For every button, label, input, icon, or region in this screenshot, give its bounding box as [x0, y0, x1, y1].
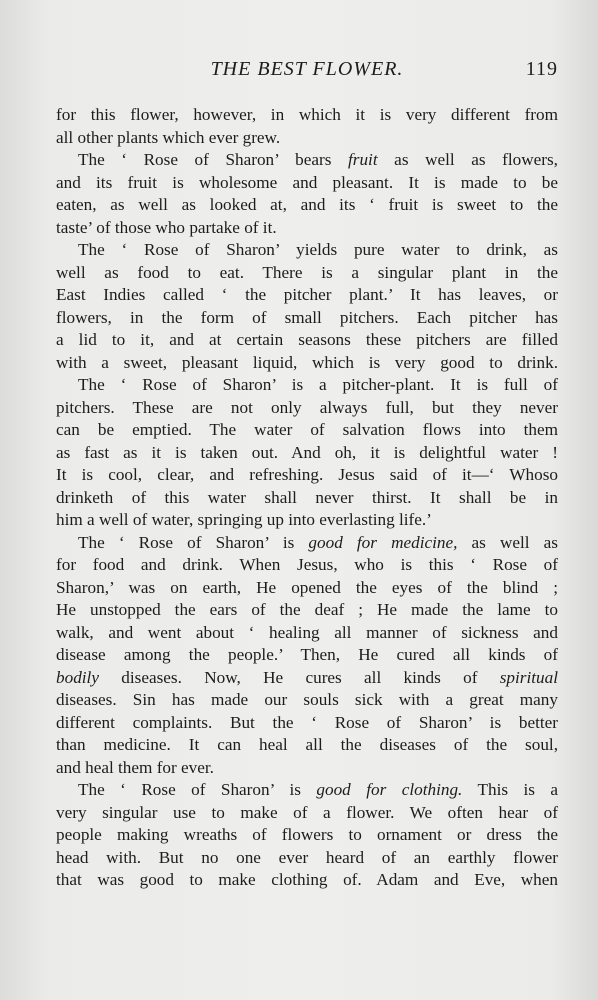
body-text [56, 104, 558, 892]
page-header [56, 58, 558, 86]
text-line: flowers, in the form of small pitchers. Each pitcher has [56, 307, 558, 327]
text-line: The ‘ Rose of Sharon’ is good for medicine, as well as [78, 532, 558, 552]
text-line: The ‘ Rose of Sharon’ bears fruit as well as flowers, [78, 150, 558, 169]
text-line: a lid to it, and at certain seasons these pitchers are filled [56, 330, 558, 349]
page-number: 119 [525, 58, 558, 80]
text-line: as fast as it is taken out. And oh, it is delightful water ! [56, 442, 558, 462]
italic-text: good for medicine, [308, 532, 458, 552]
text-line: The ‘ Rose of Sharon’ is a pitcher-plant. It is full of [78, 375, 558, 394]
text-line: with a sweet, pleasant liquid, which is very good to drink. [56, 352, 558, 372]
text-line: The ‘ Rose of Sharon’ is good for clothing. This is a [78, 780, 559, 799]
text-line: taste’ of those who partake of it. [56, 217, 277, 237]
italic-text: bodily [56, 667, 99, 687]
italic-text: spiritual [499, 667, 558, 687]
text-line: The ‘ Rose of Sharon’ yields pure water to drink, as [78, 240, 558, 259]
text-line: that was good to make clothing of. Adam and Eve, when [56, 870, 558, 889]
text-line: Sharon,’ was on earth, He opened the eyes of the blind ; [56, 577, 558, 597]
text-line: him a well of water, springing up into everlasting life.’ [56, 510, 432, 529]
text-line: pitchers. These are not only always full, but they never [56, 397, 558, 417]
text-line: for food and drink. When Jesus, who is this ‘ Rose of [56, 555, 558, 574]
text-line: well as food to eat. There is a singular plant in the [56, 262, 558, 282]
text-line: and heal them for ever. [56, 757, 214, 777]
text-line: very singular use to make of a flower. We often hear of [56, 802, 558, 822]
text-line: for this flower, however, in which it is very different from [56, 105, 558, 124]
text-line: all other plants which ever grew. [56, 127, 281, 147]
text-line: different complaints. But the ‘ Rose of Sharon’ is better [56, 712, 558, 732]
text-line: He unstopped the ears of the deaf ; He made the lame to [56, 600, 558, 619]
text-line: head with. But no one ever heard of an earthly flower [56, 847, 558, 867]
text-line: bodily diseases. Now, He cures all kinds of spiritual [56, 667, 558, 687]
italic-text: fruit [348, 150, 378, 169]
text-line: than medicine. It can heal all the diseases of the soul, [56, 735, 558, 754]
text-line: walk, and went about ‘ healing all manner of sickness and [56, 622, 558, 642]
text-line: drinketh of this water shall never thirst. It shall be in [56, 487, 558, 507]
text-line: diseases. Sin has made our souls sick with a great many [56, 690, 558, 709]
text-line: people making wreaths of flowers to ornament or dress the [56, 825, 558, 844]
text-line: and its fruit is wholesome and pleasant. It is made to be [56, 172, 558, 192]
text-line: eaten, as well as looked at, and its ‘ fruit is sweet to the [56, 195, 558, 214]
italic-text: good for clothing. [316, 780, 463, 799]
text-line: East Indies called ‘ the pitcher plant.’ It has leaves, or [56, 285, 558, 304]
text-line: It is cool, clear, and refreshing. Jesus said of it—‘ Whoso [56, 465, 558, 484]
text-line: disease among the people.’ Then, He cured all kinds of [56, 645, 558, 664]
text-line: can be emptied. The water of salvation flows into them [56, 420, 558, 439]
running-title: THE BEST FLOWER. [210, 58, 404, 80]
